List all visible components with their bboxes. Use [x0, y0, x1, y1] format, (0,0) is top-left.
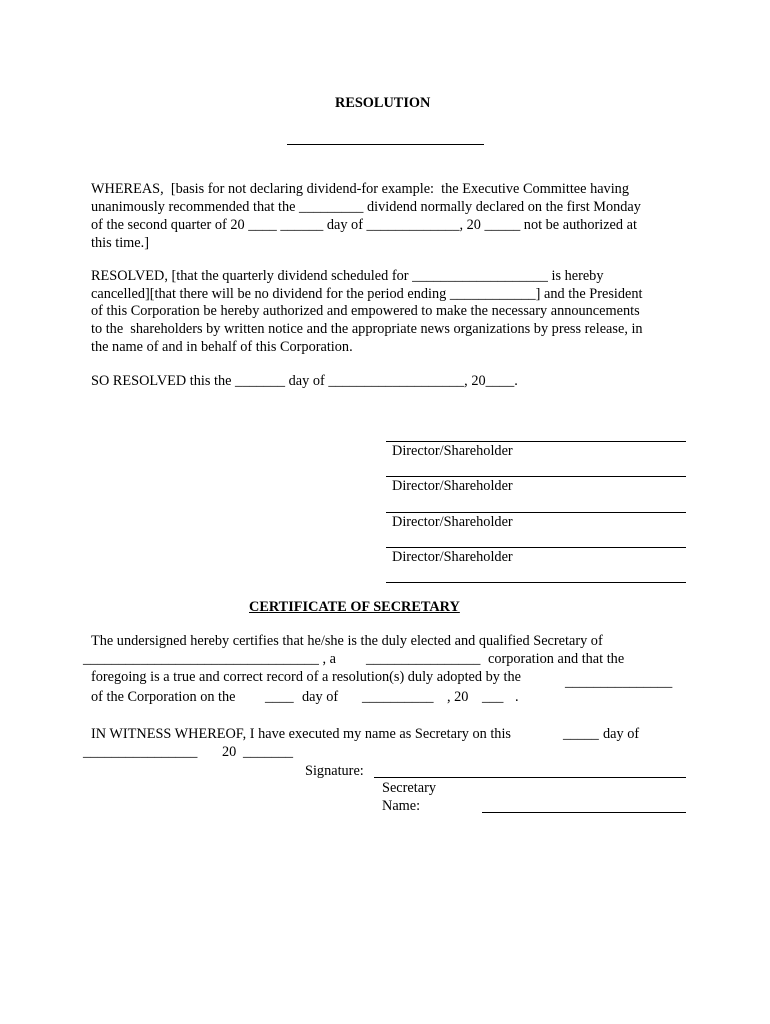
resolved-line: RESOLVED, [that the quarterly dividend scheduled for ___________________ is hereby [91, 268, 604, 284]
witness-text: 20 [222, 744, 237, 760]
secretary-signature-line[interactable] [374, 777, 686, 778]
witness-year-field[interactable]: _______ [243, 744, 294, 760]
certificate-text: , 20 [447, 689, 469, 705]
adoption-day-field[interactable]: ____ [265, 689, 294, 705]
witness-day-field[interactable]: _____ [563, 726, 599, 742]
certificate-title: CERTIFICATE OF SECRETARY [249, 599, 460, 615]
whereas-line: of the second quarter of 20 ____ ______ day of _____________, 20 _____ not be authorized at [91, 217, 637, 233]
secretary-name-line[interactable] [482, 812, 686, 813]
corporation-name-field[interactable]: _________________________________ , a [83, 651, 336, 667]
state-field[interactable]: ________________ [366, 651, 481, 667]
certificate-text: . [515, 689, 519, 705]
whereas-line: WHEREAS, [basis for not declaring dividend-for example: the Executive Committee having [91, 181, 629, 197]
director-label: Director/Shareholder [392, 514, 513, 530]
so-resolved-line: SO RESOLVED this the _______ day of ___________________, 20____. [91, 373, 518, 389]
director-label: Director/Shareholder [392, 443, 513, 459]
director-label: Director/Shareholder [392, 549, 513, 565]
witness-text: day of [603, 726, 640, 742]
resolved-line: to the shareholders by written notice and the appropriate news organizations by press release, in [91, 321, 643, 337]
whereas-line: unanimously recommended that the _________ dividend normally declared on the first Monday [91, 199, 641, 215]
certificate-line: The undersigned hereby certifies that he/she is the duly elected and qualified Secretary of [91, 633, 603, 649]
adoption-year-field[interactable]: ___ [482, 689, 504, 705]
resolved-line: cancelled][that there will be no dividend for the period ending ____________] and the President [91, 286, 643, 302]
adopted-by-field[interactable]: _______________ [565, 674, 673, 690]
witness-text: IN WITNESS WHEREOF, I have executed my name as Secretary on this [91, 726, 511, 742]
certificate-text: foregoing is a true and correct record of a resolution(s) duly adopted by the [91, 669, 521, 685]
resolved-line: of this Corporation be hereby authorized and empowered to make the necessary announcements [91, 303, 640, 319]
name-label: Name: [382, 798, 421, 814]
whereas-line: this time.] [91, 235, 149, 251]
resolved-line: the name of and in behalf of this Corporation. [91, 339, 353, 355]
director-signature-line[interactable] [386, 582, 686, 583]
resolution-title: RESOLUTION [335, 95, 431, 111]
adoption-month-field[interactable]: __________ [362, 689, 434, 705]
director-label: Director/Shareholder [392, 478, 513, 494]
certificate-text: day of [302, 689, 339, 705]
witness-month-field[interactable]: ________________ [83, 744, 198, 760]
title-underline-field[interactable] [287, 144, 484, 145]
certificate-text: of the Corporation on the [91, 689, 236, 705]
signature-label: Signature: [305, 763, 364, 779]
secretary-label: Secretary [382, 780, 436, 796]
certificate-text: corporation and that the [488, 651, 625, 667]
